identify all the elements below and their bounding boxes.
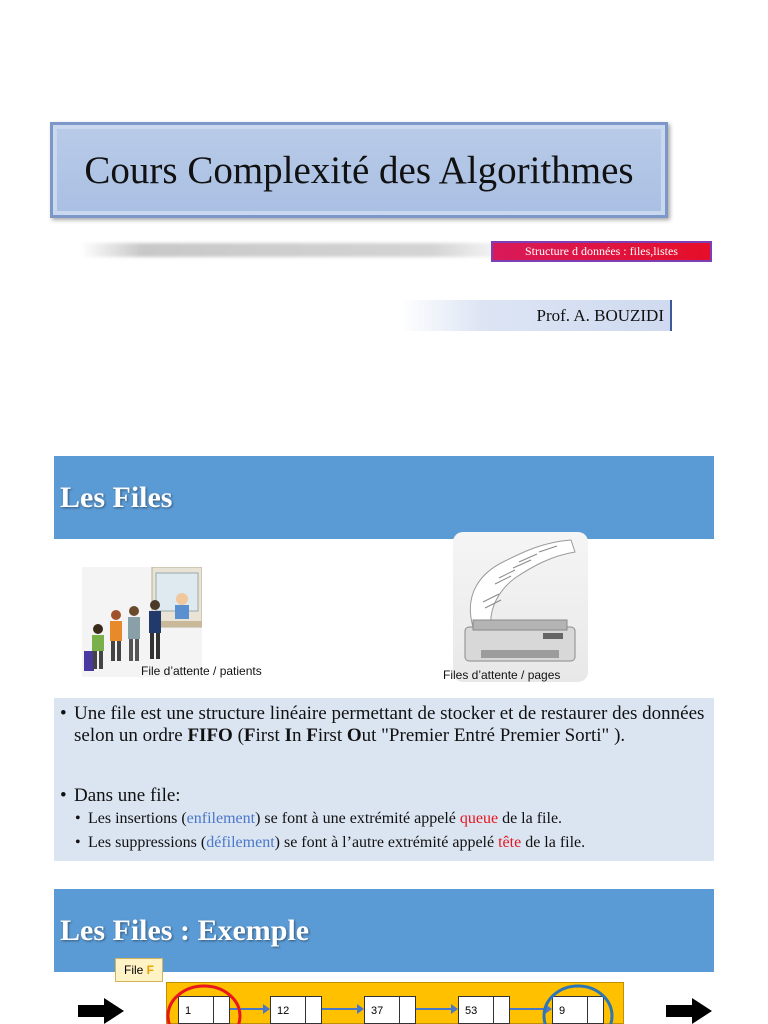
keyword-enfilement: enfilement <box>186 810 256 827</box>
arrow-right-icon <box>666 998 712 1024</box>
topic-tag: Structure d données : files,listes <box>491 241 712 262</box>
printer-illustration <box>453 532 588 682</box>
queue-node: 53 <box>458 996 510 1024</box>
course-title: Cours Complexité des Algorithmes <box>84 148 634 192</box>
bullet-definition: • Une file est une structure linéaire permettant de stocker et de restaurer des données selon un ordre FIFO (First In First Out "Premier Entré Premier Sorti" ). <box>60 703 705 746</box>
sub-bullet-insertions: • Les insertions (enfilement) se font à une extrémité appelé queue de la file. <box>75 810 563 827</box>
arrow-right-icon <box>78 998 124 1024</box>
section-title-files: Les Files <box>60 480 173 514</box>
author-label: Prof. A. BOUZIDI <box>400 300 672 331</box>
fifo-keyword: FIFO <box>187 725 233 746</box>
file-letter: F <box>146 963 155 977</box>
people-queue-icon <box>82 567 202 677</box>
head-highlight-ellipse <box>164 982 244 1024</box>
decorative-bar <box>80 243 495 257</box>
keyword-defilement: défilement <box>206 834 275 851</box>
waiting-line-illustration <box>82 567 202 677</box>
keyword-tete: tête <box>498 834 522 851</box>
queue-node: 37 <box>364 996 416 1024</box>
printer-icon <box>453 532 588 682</box>
keyword-queue: queue <box>459 810 499 827</box>
link-arrow <box>322 1008 362 1010</box>
file-label: File F <box>115 958 163 982</box>
caption-pages: Files d’attente / pages <box>443 668 561 682</box>
queue-node: 1 <box>178 996 230 1024</box>
sub-bullet-suppressions: • Les suppressions (défilement) se font à l’autre extrémité appelé tête de la file. <box>75 834 586 851</box>
queue-node: 9 <box>552 996 604 1024</box>
caption-patients: File d’attente / patients <box>141 664 262 678</box>
queue-node: 12 <box>270 996 322 1024</box>
tail-highlight-ellipse <box>540 982 620 1024</box>
bullet-dans-une-file: • Dans une file: <box>60 785 181 806</box>
section-title-example: Les Files : Exemple <box>60 913 310 947</box>
link-arrow <box>416 1008 456 1010</box>
